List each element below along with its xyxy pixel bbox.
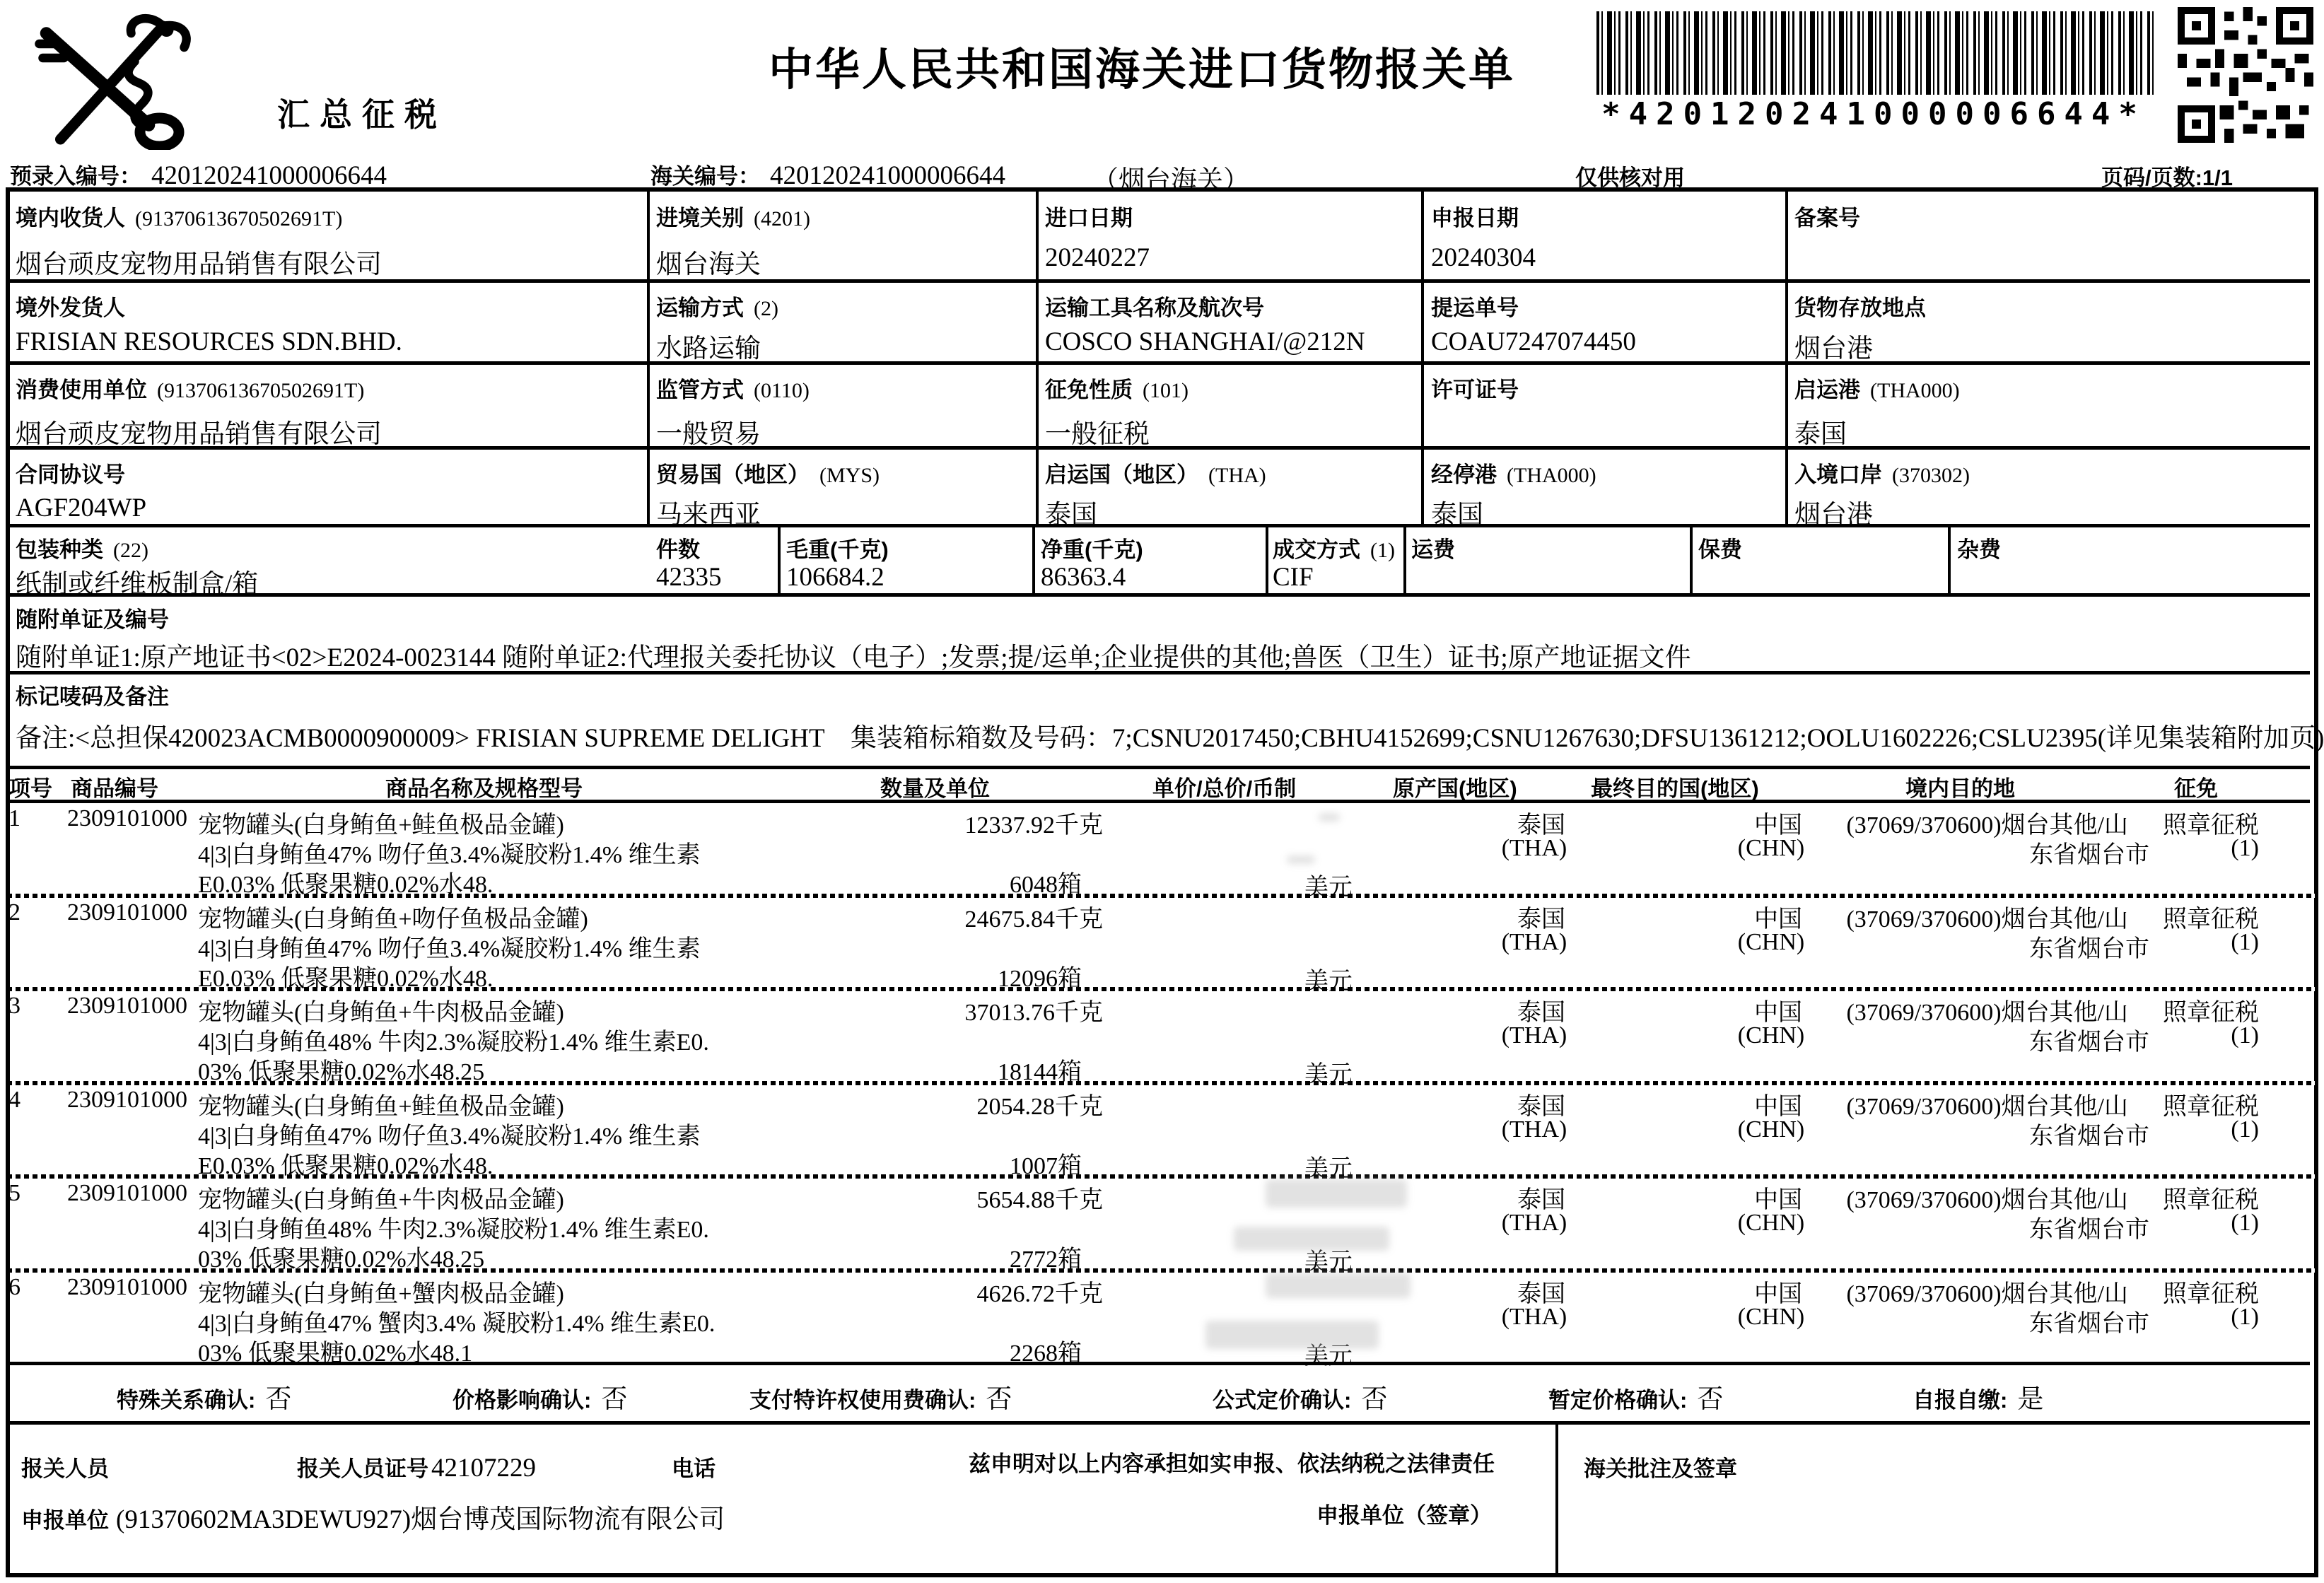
transit-port-label: 经停港 [1431, 462, 1497, 487]
field-consignee [16, 200, 342, 232]
item-dest: 中国 [1754, 1000, 1802, 1026]
pre-entry-label: 预录入编号： [10, 164, 141, 189]
item-spec-line1: 4|3|白身鲔鱼48% 牛肉2.3%凝胶粉1.4% 维生素E0. [198, 1029, 709, 1056]
item-spec-line2: 03% 低聚果糖0.02%水48.25 [198, 1246, 485, 1273]
item-code: 2309101000 [67, 1180, 187, 1206]
transport-name-label: 运输工具名称及航次号 [1045, 296, 1264, 320]
departure-port-value: 泰国 [1794, 420, 1847, 449]
confirm-value: 是 [2017, 1385, 2044, 1414]
license-no-label: 许可证号 [1431, 378, 1519, 402]
item-no: 2 [8, 899, 21, 925]
departure-country-label: 启运国（地区） [1045, 462, 1198, 487]
entry-customs-label: 进境关别 [656, 206, 744, 230]
barcode [1596, 11, 2156, 95]
customs-office: （烟台海关） [1092, 166, 1249, 195]
consignee-label: 境内收货人 [16, 206, 125, 230]
item-dest-code: (CHN) [1737, 1022, 1805, 1048]
gross-weight-label: 毛重(千克) [786, 537, 889, 562]
item-origin: 泰国 [1517, 812, 1565, 839]
item-domestic-line1: (37069/370600)烟台其他/山 [1846, 1187, 2128, 1213]
item-levy: 照章征税 [2163, 812, 2259, 839]
customs-no-label: 海关编号： [650, 164, 760, 189]
consumer-unit-value: 烟台顽皮宠物用品销售有限公司 [16, 420, 382, 449]
supervision-mode-label: 监管方式 [656, 378, 744, 402]
item-qty: 12337.92千克 [964, 812, 1103, 839]
item-dest-code: (CHN) [1737, 1210, 1805, 1236]
summary-taxation-mark: 汇总征税 [277, 96, 447, 133]
declarant-id [297, 1451, 536, 1483]
declarant-id-label: 报关人员证号 [297, 1456, 428, 1481]
customs-note-label: 海关批注及签章 [1584, 1456, 1737, 1481]
item-domestic-line2: 东省烟台市 [2029, 1029, 2149, 1056]
bill-no-value: COAU7247074450 [1431, 327, 1636, 356]
confirm-self-declare-pay [1913, 1377, 2043, 1415]
packing-label: 包装种类 [16, 537, 103, 562]
item-dest-code: (CHN) [1737, 929, 1805, 955]
item-origin: 泰国 [1517, 906, 1565, 933]
confirm-label: 支付特许权使用费确认: [749, 1388, 976, 1413]
customs-no-value: 420120241000006644 [770, 161, 1005, 190]
confirm-value: 否 [1697, 1385, 1724, 1414]
item-dest: 中国 [1754, 906, 1802, 933]
item-domestic-line2: 东省烟台市 [2029, 1123, 2149, 1150]
item-currency: 美元 [1304, 1156, 1353, 1182]
levy-nature-label: 征免性质 [1045, 378, 1133, 402]
field-overseas-shipper [16, 290, 125, 322]
field-packing [16, 532, 148, 563]
item-no: 1 [8, 805, 21, 831]
item-domestic-line2: 东省烟台市 [2029, 1217, 2149, 1243]
item-origin-code: (THA) [1501, 1210, 1567, 1236]
documents-label: 随附单证及编号 [16, 607, 169, 632]
field-license-no [1431, 372, 1519, 404]
item-levy-code: (1) [2231, 835, 2259, 861]
item-levy-code: (1) [2231, 1304, 2259, 1330]
field-contract-no [16, 457, 125, 489]
item-spec-line2: E0.03% 低聚果糖0.02%水48. [198, 966, 494, 992]
redacted-price-smudge [1234, 1227, 1389, 1251]
customs-emblem-icon [20, 8, 200, 150]
transit-port-value: 泰国 [1431, 501, 1483, 530]
item-domestic-line1: (37069/370600)烟台其他/山 [1846, 1094, 2128, 1120]
item-no: 5 [8, 1180, 21, 1206]
redacted-price-smudge [1266, 1179, 1407, 1208]
field-supervision-mode [656, 372, 810, 404]
item-levy-code: (1) [2231, 929, 2259, 955]
item-qty: 4626.72千克 [976, 1281, 1103, 1307]
departure-country-code: (THA) [1208, 464, 1266, 487]
field-trade-country [656, 457, 880, 489]
bill-no-label: 提运单号 [1431, 296, 1519, 320]
declaration-statement: 兹申明对以上内容承担如实申报、依法纳税之法律责任 [969, 1451, 1495, 1476]
item-dest-code: (CHN) [1737, 1116, 1805, 1143]
gross-weight-value: 106684.2 [786, 563, 884, 592]
item-origin-code: (THA) [1501, 1116, 1567, 1143]
field-transport-mode [656, 290, 778, 322]
item-code: 2309101000 [67, 1274, 187, 1300]
declare-date-label: 申报日期 [1431, 206, 1519, 230]
item-code: 2309101000 [67, 899, 187, 925]
item-name: 宠物罐头(白身鲔鱼+鲑鱼极品金罐) [198, 1094, 564, 1120]
document-title: 中华人民共和国海关进口货物报关单 [769, 45, 1515, 95]
field-transport-name [1045, 290, 1264, 322]
entry-customs-value: 烟台海关 [656, 250, 761, 279]
supervision-mode-code: (0110) [754, 379, 810, 402]
item-currency: 美元 [1304, 1343, 1353, 1369]
confirm-value: 否 [265, 1385, 292, 1414]
check-only-note: 仅供核对用 [1575, 165, 1685, 190]
declare-unit-label: 申报单位 [21, 1508, 109, 1533]
field-bill-no [1431, 290, 1519, 322]
entry-port-code: (370302) [1892, 464, 1970, 487]
overseas-shipper-value: FRISIAN RESOURCES SDN.BHD. [16, 327, 402, 356]
confirm-value: 否 [1361, 1385, 1388, 1414]
redacted-price-smudge [1205, 1321, 1379, 1349]
marks-value: 备注:<总担保420023ACMB0000900009> FRISIAN SUPREME DELIGHT 集装箱标箱数及号码：7;CSNU2017450;CBHU4152699;CSNU1267630;DFSU1361212;OOLU1602226;CSLU2395(详见集装箱附加页) [16, 724, 2324, 753]
transport-mode-value: 水路运输 [656, 334, 761, 363]
net-weight-label: 净重(千克) [1041, 537, 1143, 562]
net-weight-value: 86363.4 [1041, 563, 1126, 592]
field-consumer-unit [16, 372, 364, 404]
item-spec-line2: 03% 低聚果糖0.02%水48.25 [198, 1059, 485, 1085]
phone-label: 电话 [672, 1456, 716, 1481]
field-import-date [1045, 200, 1133, 232]
freight-label: 运费 [1411, 537, 1455, 562]
item-levy: 照章征税 [2163, 906, 2259, 933]
transport-name-value: COSCO SHANGHAI/@212N [1045, 327, 1365, 356]
trade-country-value: 马来西亚 [656, 501, 761, 530]
levy-nature-value: 一般征税 [1045, 420, 1150, 449]
goods-row [0, 1268, 2324, 1369]
goods-header-no: 项号 [8, 776, 52, 801]
item-boxes: 1007箱 [1010, 1153, 1082, 1179]
import-date-value: 20240227 [1045, 243, 1150, 272]
goods-row [0, 1081, 2324, 1182]
barcode-text: *420120241000006644* [1601, 96, 2146, 132]
confirm-provisional-price [1548, 1377, 1723, 1415]
item-origin-code: (THA) [1501, 929, 1567, 955]
transaction-mode-code: (1) [1370, 539, 1395, 562]
item-qty: 5654.88千克 [976, 1187, 1103, 1213]
field-levy-nature [1045, 372, 1189, 404]
declarant-label: 报关人员 [21, 1456, 109, 1481]
confirm-value: 否 [986, 1385, 1012, 1414]
field-entry-customs [656, 200, 810, 232]
goods-row [0, 987, 2324, 1088]
confirm-royalty-payment [749, 1377, 1012, 1415]
item-name: 宠物罐头(白身鲔鱼+牛肉极品金罐) [198, 1187, 564, 1213]
item-dest-code: (CHN) [1737, 835, 1805, 861]
entry-port-value: 烟台港 [1794, 501, 1873, 530]
item-levy-code: (1) [2231, 1116, 2259, 1143]
item-spec-line1: 4|3|白身鲔鱼47% 蟹肉3.4% 凝胶粉1.4% 维生素E0. [198, 1311, 716, 1337]
supervision-mode-value: 一般贸易 [656, 420, 761, 449]
item-dest: 中国 [1754, 812, 1802, 839]
pre-entry-value: 420120241000006644 [151, 161, 387, 190]
item-currency: 美元 [1304, 1062, 1353, 1088]
item-no: 4 [8, 1087, 21, 1113]
pieces-value: 42335 [656, 563, 722, 592]
item-origin-code: (THA) [1501, 835, 1567, 861]
redacted-price-smudge [1287, 855, 1315, 864]
item-code: 2309101000 [67, 805, 187, 831]
item-code: 2309101000 [67, 1087, 187, 1113]
item-boxes: 2772箱 [1010, 1246, 1082, 1273]
item-boxes: 6048箱 [1010, 872, 1082, 898]
item-levy: 照章征税 [2163, 1000, 2259, 1026]
misc-fee-label: 杂费 [1957, 537, 2001, 562]
item-domestic-line1: (37069/370600)烟台其他/山 [1846, 1281, 2128, 1307]
item-levy: 照章征税 [2163, 1187, 2259, 1213]
field-transaction-mode [1273, 532, 1395, 563]
item-origin: 泰国 [1517, 1187, 1565, 1213]
transport-mode-label: 运输方式 [656, 296, 744, 320]
item-levy-code: (1) [2231, 1210, 2259, 1236]
goods-row [0, 894, 2324, 995]
item-levy-code: (1) [2231, 1022, 2259, 1048]
goods-header-levy: 征免 [2174, 776, 2218, 801]
import-date-label: 进口日期 [1045, 206, 1133, 230]
field-entry-port [1794, 457, 1970, 489]
item-spec-line1: 4|3|白身鲔鱼47% 吻仔鱼3.4%凝胶粉1.4% 维生素 [198, 842, 701, 868]
item-origin: 泰国 [1517, 1094, 1565, 1120]
item-domestic-line2: 东省烟台市 [2029, 1311, 2149, 1337]
transaction-mode-value: CIF [1273, 563, 1314, 592]
consignee-code: (91370613670502691T) [135, 207, 343, 230]
goods-header-dest: 最终目的国(地区) [1591, 776, 1759, 801]
confirm-label: 自报自缴: [1913, 1388, 2008, 1413]
goods-row [0, 1174, 2324, 1275]
item-dest-code: (CHN) [1737, 1304, 1805, 1330]
item-boxes: 2268箱 [1010, 1340, 1082, 1367]
consumer-unit-label: 消费使用单位 [16, 378, 147, 402]
confirm-price-influence [452, 1377, 627, 1415]
item-origin-code: (THA) [1501, 1022, 1567, 1048]
item-qty: 37013.76千克 [964, 1000, 1103, 1026]
item-spec-line2: 03% 低聚果糖0.02%水48.1 [198, 1340, 473, 1367]
contract-no-label: 合同协议号 [16, 462, 125, 487]
item-spec-line2: E0.03% 低聚果糖0.02%水48. [198, 1153, 494, 1179]
packing-value: 纸制或纤维板制盒/箱 [16, 570, 259, 599]
declare-date-value: 20240304 [1431, 243, 1536, 272]
goods-header-price: 单价/总价/币制 [1152, 776, 1297, 801]
consumer-unit-code: (91370613670502691T) [157, 379, 365, 402]
item-boxes: 18144箱 [998, 1059, 1082, 1085]
confirm-label: 特殊关系确认: [117, 1388, 256, 1413]
item-domestic-line1: (37069/370600)烟台其他/山 [1846, 906, 2128, 933]
pieces-label: 件数 [656, 537, 700, 562]
documents-value: 随附单证1:原产地证书<02>E2024-0023144 随附单证2:代理报关委托协议（电子）;发票;提/运单;企业提供的其他;兽医（卫生）证书;原产地证据文件 [16, 643, 1691, 672]
trade-country-code: (MYS) [819, 464, 880, 487]
goods-header-qty: 数量及单位 [880, 776, 990, 801]
item-code: 2309101000 [67, 993, 187, 1019]
storage-place-label: 货物存放地点 [1794, 296, 1926, 320]
declare-unit-value: (91370602MA3DEWU927)烟台博茂国际物流有限公司 [116, 1505, 725, 1534]
item-dest: 中国 [1754, 1094, 1802, 1120]
item-boxes: 12096箱 [998, 966, 1082, 992]
goods-row [0, 800, 2324, 901]
field-record-no [1794, 200, 1860, 232]
entry-customs-code: (4201) [754, 207, 810, 230]
item-name: 宠物罐头(白身鲔鱼+吻仔鱼极品金罐) [198, 906, 588, 933]
confirm-value: 否 [601, 1385, 628, 1414]
confirm-special-relation [117, 1377, 291, 1415]
item-origin-code: (THA) [1501, 1304, 1567, 1330]
item-currency: 美元 [1304, 1249, 1353, 1275]
transaction-mode-label: 成交方式 [1273, 537, 1360, 562]
insurance-label: 保费 [1698, 537, 1742, 562]
pre-entry-number [10, 158, 387, 191]
goods-header-origin: 原产国(地区) [1393, 776, 1517, 801]
goods-header-name: 商品名称及规格型号 [385, 776, 583, 801]
item-no: 6 [8, 1274, 21, 1300]
item-name: 宠物罐头(白身鲔鱼+蟹肉极品金罐) [198, 1281, 564, 1307]
item-spec-line1: 4|3|白身鲔鱼47% 吻仔鱼3.4%凝胶粉1.4% 维生素 [198, 1123, 701, 1150]
customs-number [650, 158, 1005, 191]
qr-code [2178, 7, 2313, 143]
item-domestic-line1: (37069/370600)烟台其他/山 [1846, 812, 2128, 839]
item-qty: 2054.28千克 [976, 1094, 1103, 1120]
declare-unit [21, 1497, 725, 1536]
item-spec-line2: E0.03% 低聚果糖0.02%水48. [198, 872, 494, 898]
item-origin: 泰国 [1517, 1000, 1565, 1026]
item-dest: 中国 [1754, 1281, 1802, 1307]
confirm-label: 公式定价确认: [1213, 1388, 1352, 1413]
item-domestic-line2: 东省烟台市 [2029, 842, 2149, 868]
item-levy: 照章征税 [2163, 1094, 2259, 1120]
item-spec-line1: 4|3|白身鲔鱼47% 吻仔鱼3.4%凝胶粉1.4% 维生素 [198, 936, 701, 962]
item-currency: 美元 [1304, 969, 1353, 995]
goods-header-code: 商品编号 [71, 776, 158, 801]
declarant-id-value: 42107229 [431, 1454, 536, 1483]
confirm-formula-pricing [1213, 1377, 1387, 1415]
item-name: 宠物罐头(白身鲔鱼+牛肉极品金罐) [198, 1000, 564, 1026]
transit-port-code: (THA000) [1507, 464, 1596, 487]
storage-place-value: 烟台港 [1794, 334, 1873, 363]
field-transit-port [1431, 457, 1596, 489]
goods-header-domestic: 境内目的地 [1905, 776, 2015, 801]
field-declare-date [1431, 200, 1519, 232]
consignee-value: 烟台顽皮宠物用品销售有限公司 [16, 250, 382, 279]
redacted-price-smudge [1266, 1273, 1411, 1298]
confirm-label: 暂定价格确认: [1548, 1388, 1688, 1413]
departure-port-label: 启运港 [1794, 378, 1860, 402]
entry-port-label: 入境口岸 [1794, 462, 1882, 487]
packing-code: (22) [113, 539, 148, 562]
contract-no-value: AGF204WP [16, 493, 147, 522]
item-qty: 24675.84千克 [964, 906, 1103, 933]
item-dest: 中国 [1754, 1187, 1802, 1213]
item-currency: 美元 [1304, 875, 1353, 901]
item-spec-line1: 4|3|白身鲔鱼48% 牛肉2.3%凝胶粉1.4% 维生素E0. [198, 1217, 709, 1243]
confirm-label: 价格影响确认: [452, 1388, 592, 1413]
item-origin: 泰国 [1517, 1281, 1565, 1307]
departure-country-value: 泰国 [1045, 501, 1097, 530]
item-domestic-line2: 东省烟台市 [2029, 936, 2149, 962]
levy-nature-code: (101) [1143, 379, 1189, 402]
trade-country-label: 贸易国（地区） [656, 462, 810, 487]
item-name: 宠物罐头(白身鲔鱼+鲑鱼极品金罐) [198, 812, 564, 839]
redacted-price-smudge [1319, 813, 1340, 822]
transport-mode-code: (2) [754, 297, 778, 320]
overseas-shipper-label: 境外发货人 [16, 296, 125, 320]
declare-unit-sign-label: 申报单位（签章） [1316, 1503, 1492, 1528]
marks-label: 标记唛码及备注 [16, 684, 169, 709]
record-no-label: 备案号 [1794, 206, 1860, 230]
item-no: 3 [8, 993, 21, 1019]
page-indicator: 页码/页数:1/1 [2101, 165, 2234, 190]
item-levy: 照章征税 [2163, 1281, 2259, 1307]
item-domestic-line1: (37069/370600)烟台其他/山 [1846, 1000, 2128, 1026]
field-storage-place [1794, 290, 1926, 322]
field-departure-country [1045, 457, 1266, 489]
departure-port-code: (THA000) [1870, 379, 1960, 402]
field-departure-port [1794, 372, 1960, 404]
